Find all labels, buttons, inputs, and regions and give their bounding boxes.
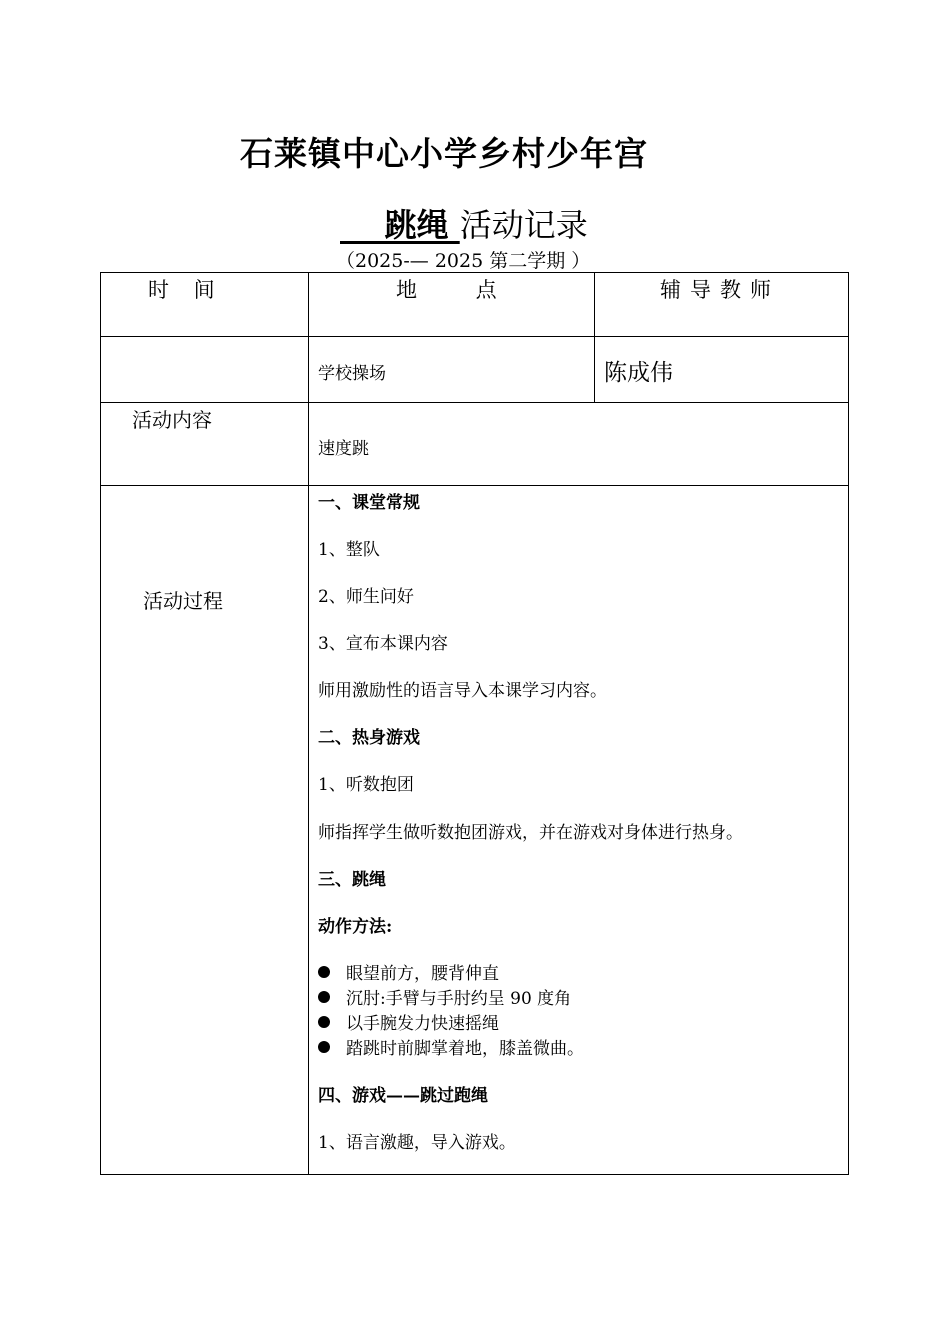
section-3-title: 三、跳绳 <box>318 870 386 890</box>
section-4-title: 四、游戏——跳过跑绳 <box>318 1086 488 1106</box>
semester-line: （2025-— 2025 第二学期 ） <box>336 250 591 272</box>
bullet-text: 以手腕发力快速摇绳 <box>346 1014 499 1034</box>
content-value: 速度跳 <box>318 439 369 459</box>
place-value: 学校操场 <box>318 364 386 384</box>
bullet-item <box>318 959 499 984</box>
bullet-icon <box>318 966 330 978</box>
bullet-icon <box>318 1041 330 1053</box>
section-2-item-1: 1、听数抱团 <box>318 775 414 795</box>
bullet-item <box>318 984 571 1009</box>
record-suffix: 活动记录 <box>459 206 588 244</box>
section-1-title: 一、课堂常规 <box>318 493 420 513</box>
record-heading <box>340 200 588 246</box>
header-teacher: 辅导教师 <box>660 278 780 302</box>
section-2-title: 二、热身游戏 <box>318 728 420 748</box>
school-title: 石莱镇中心小学乡村少年宫 <box>240 134 648 173</box>
process-label: 活动过程 <box>143 589 223 613</box>
section-1-note: 师用激励性的语言导入本课学习内容。 <box>318 681 607 701</box>
column-divider-1 <box>308 272 309 1175</box>
row-divider-3 <box>100 485 849 486</box>
section-4-item-1: 1、语言激趣，导入游戏。 <box>318 1133 516 1153</box>
table-border-bottom <box>100 1174 849 1175</box>
content-label: 活动内容 <box>132 408 212 432</box>
bullet-text: 沉肘:手臂与手肘约呈 90 度角 <box>346 989 572 1009</box>
section-2-note: 师指挥学生做听数抱团游戏，并在游戏对身体进行热身。 <box>318 823 743 843</box>
activity-topic: 跳绳 <box>340 206 460 244</box>
section-1-item-1: 1、整队 <box>318 540 380 560</box>
header-place: 地 点 <box>396 278 523 302</box>
bullet-icon <box>318 991 330 1003</box>
table-border-left <box>100 272 101 1175</box>
bullet-text: 踏跳时前脚掌着地，膝盖微曲。 <box>346 1039 584 1059</box>
bullet-icon <box>318 1016 330 1028</box>
bullet-item <box>318 1034 584 1059</box>
row-divider-1 <box>100 336 849 337</box>
column-divider-2 <box>594 272 595 403</box>
section-1-item-3: 3、宣布本课内容 <box>318 634 448 654</box>
table-border-top <box>100 272 849 273</box>
row-divider-2 <box>100 402 849 403</box>
table-border-right <box>848 272 849 1175</box>
header-time: 时 间 <box>148 278 224 302</box>
method-label: 动作方法: <box>318 917 393 937</box>
bullet-item <box>318 1009 499 1034</box>
teacher-value: 陈成伟 <box>604 360 673 386</box>
activity-record-table <box>100 272 849 1175</box>
bullet-text: 眼望前方，腰背伸直 <box>346 964 499 984</box>
section-1-item-2: 2、师生问好 <box>318 587 414 607</box>
